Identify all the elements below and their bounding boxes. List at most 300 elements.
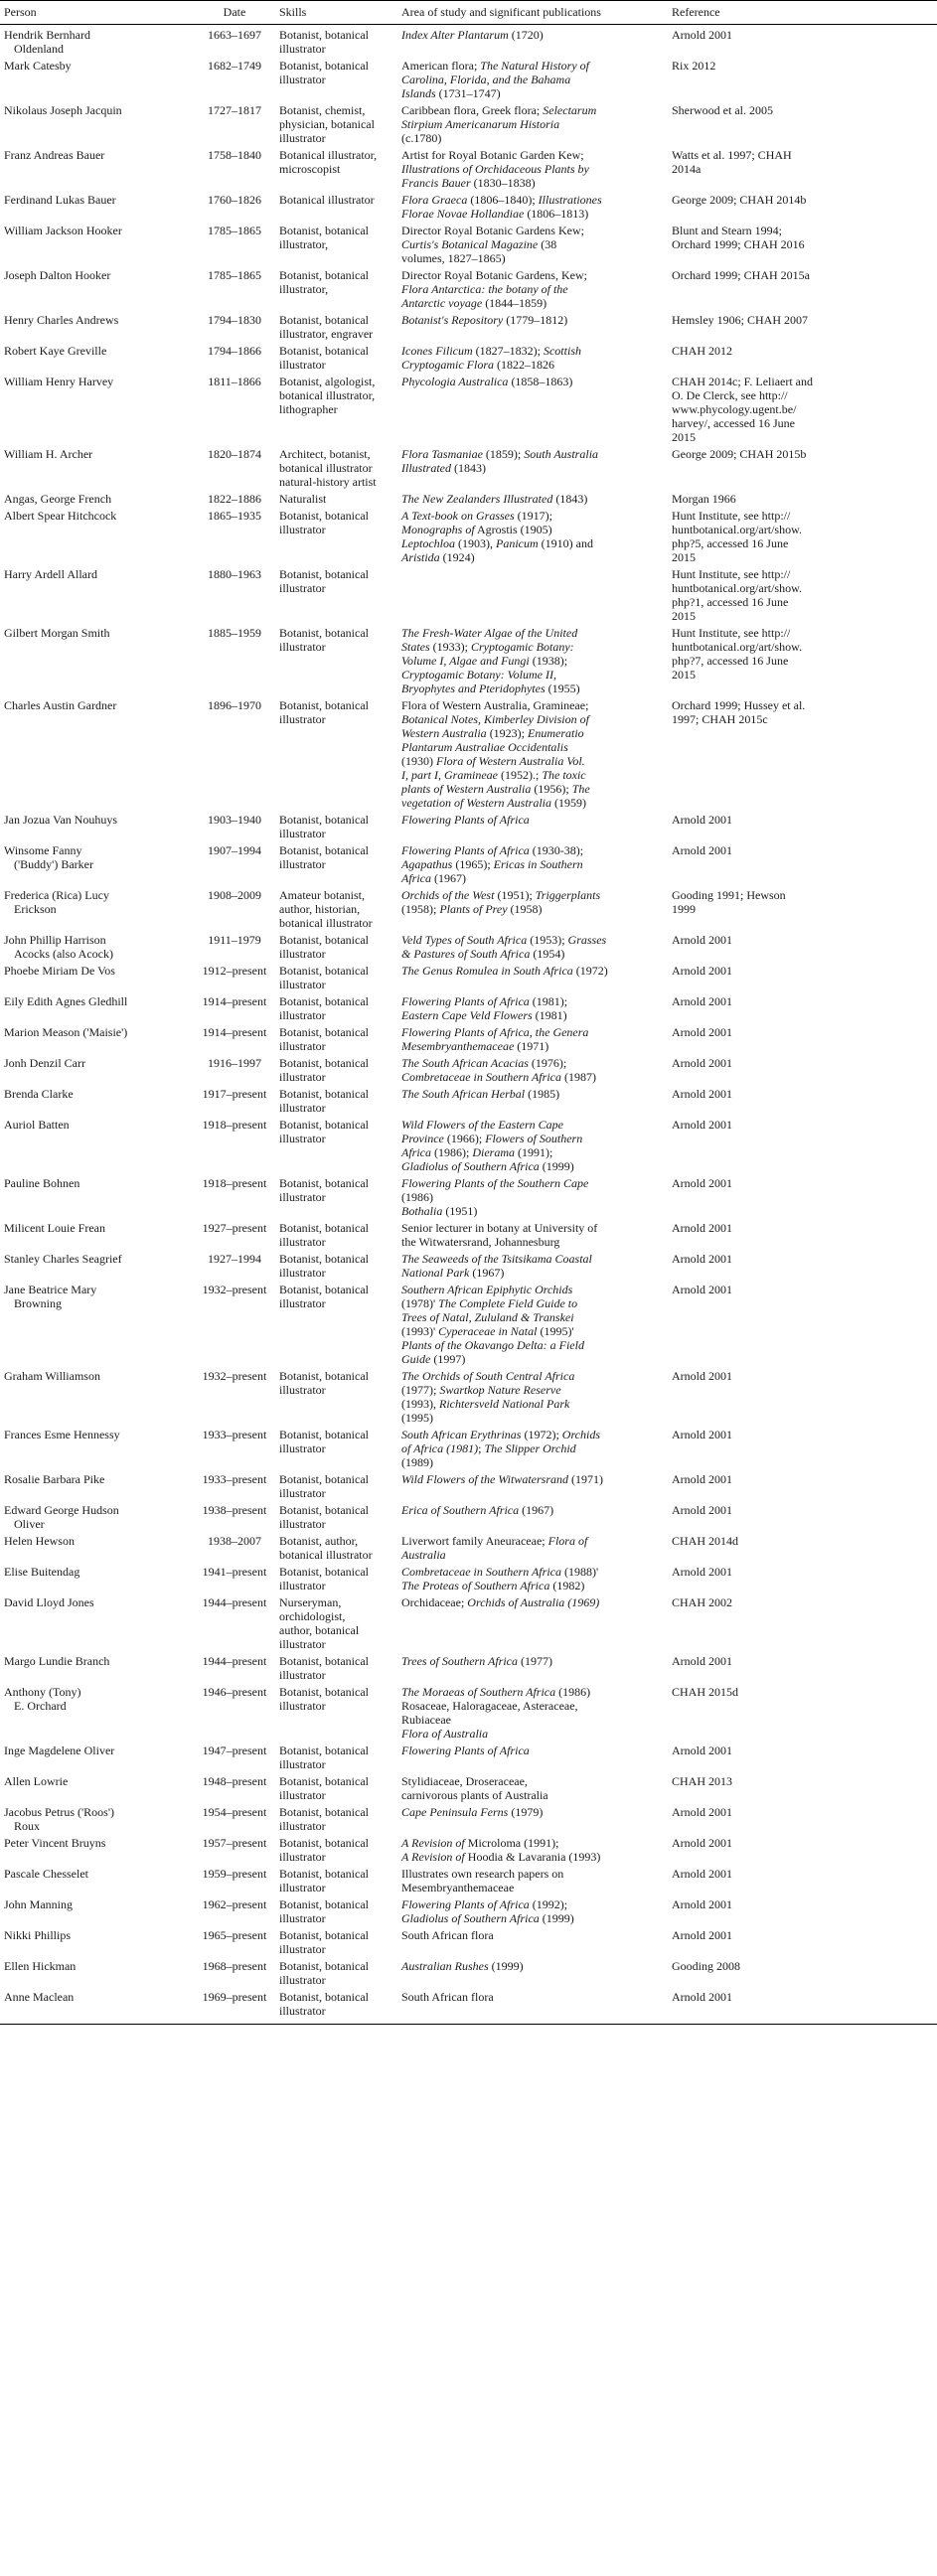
publication-title: Ericas in Southern bbox=[493, 857, 583, 871]
area-line bbox=[401, 843, 664, 857]
area-line bbox=[401, 59, 664, 73]
skills-line: Botanist, botanical bbox=[279, 964, 369, 978]
skills-line: botanical illustrator bbox=[279, 461, 373, 475]
cell-area bbox=[397, 1894, 668, 1925]
table-header bbox=[0, 1, 937, 25]
area-line bbox=[401, 251, 664, 265]
reference-line: Arnold 2001 bbox=[672, 1428, 732, 1441]
skills-line: illustrator bbox=[279, 640, 326, 654]
area-line bbox=[401, 1070, 664, 1084]
area-line bbox=[401, 509, 664, 523]
area-text: (1991); bbox=[515, 1145, 553, 1159]
area-line bbox=[401, 193, 664, 207]
skills-line: illustrator bbox=[279, 1579, 326, 1592]
person-name-line: Anthony (Tony) bbox=[4, 1685, 81, 1699]
skills-line: illustrator bbox=[279, 73, 326, 86]
cell-skills bbox=[275, 1562, 397, 1592]
person-name-line: Stanley Charles Seagrief bbox=[4, 1252, 122, 1266]
person-name-line: Peter Vincent Bruyns bbox=[4, 1836, 106, 1850]
publication-title: Flowering Plants of Africa bbox=[401, 994, 530, 1008]
publication-title: South Australia bbox=[524, 447, 599, 461]
person-name-line: William H. Archer bbox=[4, 447, 93, 461]
publication-title: A Revision of bbox=[401, 1836, 465, 1850]
reference-line: Hemsley 1906; CHAH 2007 bbox=[672, 313, 808, 327]
reference-line: Arnold 2001 bbox=[672, 1897, 732, 1911]
skills-line: Botanist, botanical bbox=[279, 1959, 369, 1973]
area-line bbox=[401, 86, 664, 100]
area-line bbox=[401, 1727, 664, 1741]
publication-title: The toxic bbox=[542, 768, 586, 782]
skills-line: natural-history artist bbox=[279, 475, 377, 489]
cell-skills bbox=[275, 1956, 397, 1987]
table-row bbox=[0, 1366, 937, 1425]
table-body bbox=[0, 25, 937, 2025]
area-line bbox=[401, 1087, 664, 1101]
area-line bbox=[401, 668, 664, 682]
cell-date: 1968–present bbox=[202, 1959, 267, 1973]
person-name-line: Robert Kaye Greville bbox=[4, 344, 107, 358]
skills-line: Botanist, botanical bbox=[279, 1565, 369, 1579]
publication-title: Combretaceae in Southern Africa bbox=[401, 1070, 561, 1084]
area-text: (1999) bbox=[539, 1911, 574, 1925]
publication-title: Plants of the Okavango Delta: a Field bbox=[401, 1338, 584, 1352]
cell-date: 1944–present bbox=[202, 1595, 267, 1609]
reference-line: Arnold 2001 bbox=[672, 1928, 732, 1942]
area-line bbox=[401, 1369, 664, 1383]
table-row bbox=[0, 1956, 937, 1987]
area-line bbox=[401, 344, 664, 358]
cell-person bbox=[0, 1682, 194, 1741]
cell-reference bbox=[668, 1022, 937, 1053]
area-line bbox=[401, 994, 664, 1008]
area-text: (1930) bbox=[401, 754, 436, 768]
cell-reference bbox=[668, 506, 937, 564]
cell-date: 1918–present bbox=[202, 1176, 267, 1190]
skills-line: Botanist, botanical bbox=[279, 1805, 369, 1819]
skills-line: illustrator bbox=[279, 978, 326, 991]
area-text: (1859); bbox=[482, 447, 525, 461]
area-line bbox=[401, 1252, 664, 1266]
person-name-line: Gilbert Morgan Smith bbox=[4, 626, 110, 640]
reference-line: Arnold 2001 bbox=[672, 843, 732, 857]
reference-line: Arnold 2001 bbox=[672, 1369, 732, 1383]
publication-title: Illustrated bbox=[401, 461, 451, 475]
cell-skills bbox=[275, 310, 397, 341]
cell-person bbox=[0, 623, 194, 695]
table-row bbox=[0, 265, 937, 310]
publication-title: Cryptogamic Flora bbox=[401, 358, 494, 372]
cell-person bbox=[0, 1173, 194, 1218]
area-text: South African flora bbox=[401, 1990, 494, 2004]
area-line bbox=[401, 626, 664, 640]
skills-line: Botanist, botanical bbox=[279, 933, 369, 947]
cell-date: 1914–present bbox=[202, 1025, 267, 1039]
area-text: (1806–1840); bbox=[467, 193, 539, 207]
area-text: (1967) bbox=[519, 1503, 554, 1517]
table-row bbox=[0, 56, 937, 100]
area-line bbox=[401, 1990, 664, 2004]
cell-skills bbox=[275, 1084, 397, 1115]
cell-date: 1916–1997 bbox=[208, 1056, 261, 1070]
cell-person bbox=[0, 1802, 194, 1833]
person-name-line: Margo Lundie Branch bbox=[4, 1654, 110, 1668]
publication-title: Icones Filicum bbox=[401, 344, 473, 358]
skills-line: illustrator bbox=[279, 1637, 326, 1651]
cell-area bbox=[397, 961, 668, 991]
cell-skills bbox=[275, 506, 397, 564]
person-name-line: Browning bbox=[14, 1296, 62, 1310]
reference-line: huntbotanical.org/art/show. bbox=[672, 640, 802, 654]
cell-area bbox=[397, 1500, 668, 1531]
area-line bbox=[401, 1204, 664, 1218]
skills-line: Botanist, botanical bbox=[279, 28, 369, 42]
publication-title: Flowering Plants of Africa bbox=[401, 1743, 530, 1757]
area-line bbox=[401, 1118, 664, 1132]
reference-line: Orchard 1999; Hussey et al. bbox=[672, 698, 806, 712]
cell-date: 1932–present bbox=[202, 1369, 267, 1383]
area-line bbox=[401, 1685, 664, 1699]
skills-line: botanical illustrator bbox=[279, 916, 373, 930]
cell-skills bbox=[275, 1592, 397, 1651]
person-name-line: Nikki Phillips bbox=[4, 1928, 72, 1942]
area-text: Liverwort family Aneuraceae; bbox=[401, 1534, 548, 1548]
cell-reference bbox=[668, 1682, 937, 1741]
publication-title: A Revision of bbox=[401, 1850, 465, 1864]
table-row bbox=[0, 1651, 937, 1682]
cell-area bbox=[397, 1833, 668, 1864]
area-line bbox=[401, 1266, 664, 1280]
area-line bbox=[401, 1397, 664, 1411]
reference-line: Gooding 2008 bbox=[672, 1959, 740, 1973]
area-text: (1720) bbox=[508, 28, 544, 42]
person-name-line: Oliver bbox=[14, 1517, 45, 1531]
cell-area bbox=[397, 489, 668, 506]
cell-area bbox=[397, 1987, 668, 2025]
skills-line: Botanist, botanical bbox=[279, 1369, 369, 1383]
publication-title: Triggerplants bbox=[535, 888, 601, 902]
skills-line: illustrator bbox=[279, 1070, 326, 1084]
publication-title: Africa bbox=[401, 871, 431, 885]
publication-title: Wild Flowers of the Eastern Cape bbox=[401, 1118, 563, 1132]
header-skills: Skills bbox=[279, 5, 307, 19]
cell-area bbox=[397, 1173, 668, 1218]
cell-date: 1903–1940 bbox=[208, 813, 261, 827]
skills-line: illustrator bbox=[279, 1517, 326, 1531]
table-row bbox=[0, 1894, 937, 1925]
skills-line: Botanist, botanical bbox=[279, 1428, 369, 1441]
cell-date: 1794–1866 bbox=[208, 344, 261, 358]
cell-person bbox=[0, 1833, 194, 1864]
skills-line: Botanist, botanical bbox=[279, 994, 369, 1008]
area-line bbox=[401, 1548, 664, 1562]
table-row bbox=[0, 1682, 937, 1741]
cell-date: 1947–present bbox=[202, 1743, 267, 1757]
cell-date: 1938–present bbox=[202, 1503, 267, 1517]
skills-line: Botanist, botanical bbox=[279, 1685, 369, 1699]
publication-title: Flowering Plants of the Southern Cape bbox=[401, 1176, 589, 1190]
cell-reference bbox=[668, 1987, 937, 2025]
area-line bbox=[401, 207, 664, 221]
cell-area bbox=[397, 1682, 668, 1741]
publication-title: Western Australia bbox=[401, 726, 487, 740]
cell-skills bbox=[275, 840, 397, 885]
publication-title: Scottish bbox=[543, 344, 581, 358]
skills-line: illustrator bbox=[279, 1441, 326, 1455]
cell-reference bbox=[668, 145, 937, 190]
table-row bbox=[0, 1469, 937, 1500]
area-text: volumes, 1827–1865) bbox=[401, 251, 506, 265]
area-line bbox=[401, 1324, 664, 1338]
publication-title: Veld Types of South Africa bbox=[401, 933, 528, 947]
person-name-line: Milicent Louie Frean bbox=[4, 1221, 105, 1235]
cell-reference bbox=[668, 1894, 937, 1925]
area-text: (1967) bbox=[469, 1266, 505, 1280]
cell-reference bbox=[668, 810, 937, 840]
table-row bbox=[0, 372, 937, 444]
cell-date: 1948–present bbox=[202, 1774, 267, 1788]
publication-title: Flowering Plants of Africa bbox=[401, 843, 530, 857]
skills-line: Botanist, botanical bbox=[279, 1743, 369, 1757]
cell-area bbox=[397, 145, 668, 190]
publication-title: The Genus Romulea in South Africa bbox=[401, 964, 573, 978]
skills-line: Botanist, botanical bbox=[279, 1118, 369, 1132]
skills-line: illustrator bbox=[279, 1788, 326, 1802]
cell-reference bbox=[668, 1425, 937, 1469]
area-line bbox=[401, 1352, 664, 1366]
cell-reference bbox=[668, 1366, 937, 1425]
area-text: (1930-38); bbox=[529, 843, 584, 857]
area-text: (1959) bbox=[551, 796, 586, 810]
person-name-line: Erickson bbox=[14, 902, 57, 916]
publication-title: vegetation of Western Australia bbox=[401, 796, 551, 810]
publication-title: Cyperaceae in Natal bbox=[438, 1324, 538, 1338]
skills-line: Botanist, botanical bbox=[279, 1836, 369, 1850]
publication-title: The Fresh-Water Algae of the United bbox=[401, 626, 578, 640]
cell-person bbox=[0, 1987, 194, 2025]
area-line bbox=[401, 1132, 664, 1145]
cell-area bbox=[397, 1562, 668, 1592]
cell-person bbox=[0, 1531, 194, 1562]
area-text: (c.1780) bbox=[401, 131, 442, 145]
area-line bbox=[401, 871, 664, 885]
cell-person bbox=[0, 1771, 194, 1802]
skills-line: Botanist, botanical bbox=[279, 1774, 369, 1788]
area-text: (1843) bbox=[552, 492, 588, 506]
skills-line: Botanist, chemist, bbox=[279, 103, 366, 117]
area-text: (1982) bbox=[549, 1579, 585, 1592]
reference-line: Arnold 2001 bbox=[672, 994, 732, 1008]
table-row bbox=[0, 623, 937, 695]
cell-reference bbox=[668, 695, 937, 810]
cell-skills bbox=[275, 1115, 397, 1173]
area-text: (1986) bbox=[401, 1190, 433, 1204]
publication-title: Florae Novae Hollandiae bbox=[401, 207, 525, 221]
cell-skills bbox=[275, 885, 397, 930]
table-row bbox=[0, 506, 937, 564]
cell-area bbox=[397, 1084, 668, 1115]
person-name-line: Auriol Batten bbox=[4, 1118, 70, 1132]
cell-skills bbox=[275, 1469, 397, 1500]
cell-date: 1785–1865 bbox=[208, 224, 261, 237]
cell-reference bbox=[668, 1741, 937, 1771]
publication-title: The South African Acacias bbox=[401, 1056, 529, 1070]
skills-line: author, historian, bbox=[279, 902, 361, 916]
publication-title: Illustrations of Orchidaceous Plants by bbox=[401, 162, 589, 176]
cell-area bbox=[397, 564, 668, 623]
area-line bbox=[401, 117, 664, 131]
area-line bbox=[401, 1383, 664, 1397]
skills-line: illustrator, bbox=[279, 237, 329, 251]
area-line bbox=[401, 447, 664, 461]
area-line bbox=[401, 1441, 664, 1455]
cell-date: 1957–present bbox=[202, 1836, 267, 1850]
cell-person bbox=[0, 444, 194, 489]
cell-skills bbox=[275, 1651, 397, 1682]
area-text: (1985) bbox=[525, 1087, 560, 1101]
skills-line: Botanist, botanical bbox=[279, 224, 369, 237]
publication-title: Plantarum Australiae Occidentalis bbox=[401, 740, 568, 754]
cell-date: 1914–present bbox=[202, 994, 267, 1008]
cell-area bbox=[397, 1053, 668, 1084]
publication-title: Gladiolus of Southern Africa bbox=[401, 1159, 540, 1173]
cell-skills bbox=[275, 1280, 397, 1366]
cell-date: 1663–1697 bbox=[208, 28, 261, 42]
cell-person bbox=[0, 1500, 194, 1531]
reference-line: php?1, accessed 16 June bbox=[672, 595, 789, 609]
cell-date: 1962–present bbox=[202, 1897, 267, 1911]
person-name-line: Pauline Bohnen bbox=[4, 1176, 80, 1190]
area-line bbox=[401, 28, 664, 42]
cell-person bbox=[0, 1425, 194, 1469]
table-row bbox=[0, 930, 937, 961]
publication-title: & Pastures of South Africa bbox=[401, 947, 531, 961]
publication-title: I, part I, Gramineae bbox=[401, 768, 498, 782]
publication-title: Wild Flowers of the Witwatersrand bbox=[401, 1472, 569, 1486]
skills-line: botanical illustrator, bbox=[279, 388, 376, 402]
reference-line: Hunt Institute, see http:// bbox=[672, 509, 791, 523]
cell-skills bbox=[275, 56, 397, 100]
area-text: (1971) bbox=[514, 1039, 549, 1053]
area-text: (1954) bbox=[530, 947, 565, 961]
cell-person bbox=[0, 1218, 194, 1249]
table-row bbox=[0, 1425, 937, 1469]
area-text: Director Royal Botanic Gardens, Kew; bbox=[401, 268, 587, 282]
cell-area bbox=[397, 444, 668, 489]
cell-reference bbox=[668, 1053, 937, 1084]
cell-person bbox=[0, 1925, 194, 1956]
area-line bbox=[401, 1503, 664, 1517]
reference-line: php?5, accessed 16 June bbox=[672, 536, 789, 550]
area-line bbox=[401, 1713, 664, 1727]
publication-title: Richtersveld National Park bbox=[439, 1397, 570, 1411]
area-text: (1986); bbox=[431, 1145, 473, 1159]
cell-date: 1880–1963 bbox=[208, 567, 261, 581]
reference-line: Arnold 2001 bbox=[672, 1283, 732, 1296]
area-line bbox=[401, 237, 664, 251]
table-row bbox=[0, 100, 937, 145]
table-row bbox=[0, 1802, 937, 1833]
cell-area bbox=[397, 56, 668, 100]
cell-area bbox=[397, 1531, 668, 1562]
reference-line: O. De Clerck, see http:// bbox=[672, 388, 788, 402]
cell-reference bbox=[668, 840, 937, 885]
area-line bbox=[401, 654, 664, 668]
area-line bbox=[401, 1428, 664, 1441]
area-line bbox=[401, 1579, 664, 1592]
area-text: Flora of Western Australia, Gramineae; bbox=[401, 698, 589, 712]
table-row bbox=[0, 885, 937, 930]
area-text: (1999) bbox=[539, 1159, 574, 1173]
person-name-line: Jan Jozua Van Nouhuys bbox=[4, 813, 118, 827]
skills-line: illustrator bbox=[279, 1296, 326, 1310]
cell-area bbox=[397, 1022, 668, 1053]
area-line bbox=[401, 1190, 664, 1204]
skills-line: Botanist, botanical bbox=[279, 1867, 369, 1881]
cell-person bbox=[0, 56, 194, 100]
reference-line: 1999 bbox=[672, 902, 696, 916]
area-line bbox=[401, 131, 664, 145]
person-name-line: Allen Lowrie bbox=[4, 1774, 69, 1788]
skills-line: illustrator bbox=[279, 1486, 326, 1500]
area-line bbox=[401, 1959, 664, 1973]
publication-title: Combretaceae in Southern Africa bbox=[401, 1565, 561, 1579]
skills-line: Botanist, botanical bbox=[279, 1056, 369, 1070]
area-line bbox=[401, 358, 664, 372]
cell-person bbox=[0, 1651, 194, 1682]
publication-title: Carolina, Florida, and the Bahama bbox=[401, 73, 571, 86]
cell-person bbox=[0, 1366, 194, 1425]
area-text: Microloma (1991); bbox=[464, 1836, 559, 1850]
area-line bbox=[401, 1699, 664, 1713]
cell-skills bbox=[275, 190, 397, 221]
publication-title: The Orchids of South Central Africa bbox=[401, 1369, 575, 1383]
skills-line: illustrator bbox=[279, 1819, 326, 1833]
publication-title: The Slipper Orchid bbox=[484, 1441, 576, 1455]
publication-title: of Africa (1981) bbox=[401, 1441, 479, 1455]
reference-line: Arnold 2001 bbox=[672, 1805, 732, 1819]
area-line bbox=[401, 813, 664, 827]
skills-line: illustrator bbox=[279, 1850, 326, 1864]
reference-line: CHAH 2013 bbox=[672, 1774, 733, 1788]
person-name-line: Jane Beatrice Mary bbox=[4, 1283, 97, 1296]
cell-reference bbox=[668, 1802, 937, 1833]
publication-title: The New Zealanders Illustrated bbox=[401, 492, 553, 506]
skills-line: orchidologist, bbox=[279, 1609, 346, 1623]
area-line bbox=[401, 1867, 664, 1881]
person-name-line: Jonh Denzil Carr bbox=[4, 1056, 85, 1070]
cell-reference bbox=[668, 1115, 937, 1173]
publication-title: The Proteas of Southern Africa bbox=[401, 1579, 550, 1592]
cell-person bbox=[0, 1084, 194, 1115]
area-line bbox=[401, 1836, 664, 1850]
area-line bbox=[401, 1176, 664, 1190]
reference-line: CHAH 2014c; F. Leliaert and bbox=[672, 375, 814, 388]
person-name-line: Acocks (also Acock) bbox=[14, 947, 113, 961]
cell-area bbox=[397, 1115, 668, 1173]
publication-title: Flora of Western Australia Vol. bbox=[436, 754, 585, 768]
publication-title: Bryophytes and Pteridophytes bbox=[401, 682, 546, 695]
reference-line: CHAH 2014d bbox=[672, 1534, 739, 1548]
publication-title: Illustrationes bbox=[538, 193, 602, 207]
person-name-line: Ferdinand Lukas Bauer bbox=[4, 193, 116, 207]
skills-line: illustrator bbox=[279, 1383, 326, 1397]
cell-person bbox=[0, 1469, 194, 1500]
skills-line: Architect, botanist, bbox=[279, 447, 371, 461]
area-text: (1981); bbox=[529, 994, 568, 1008]
area-line bbox=[401, 1654, 664, 1668]
publication-title: The Natural History of bbox=[480, 59, 589, 73]
area-line bbox=[401, 1025, 664, 1039]
